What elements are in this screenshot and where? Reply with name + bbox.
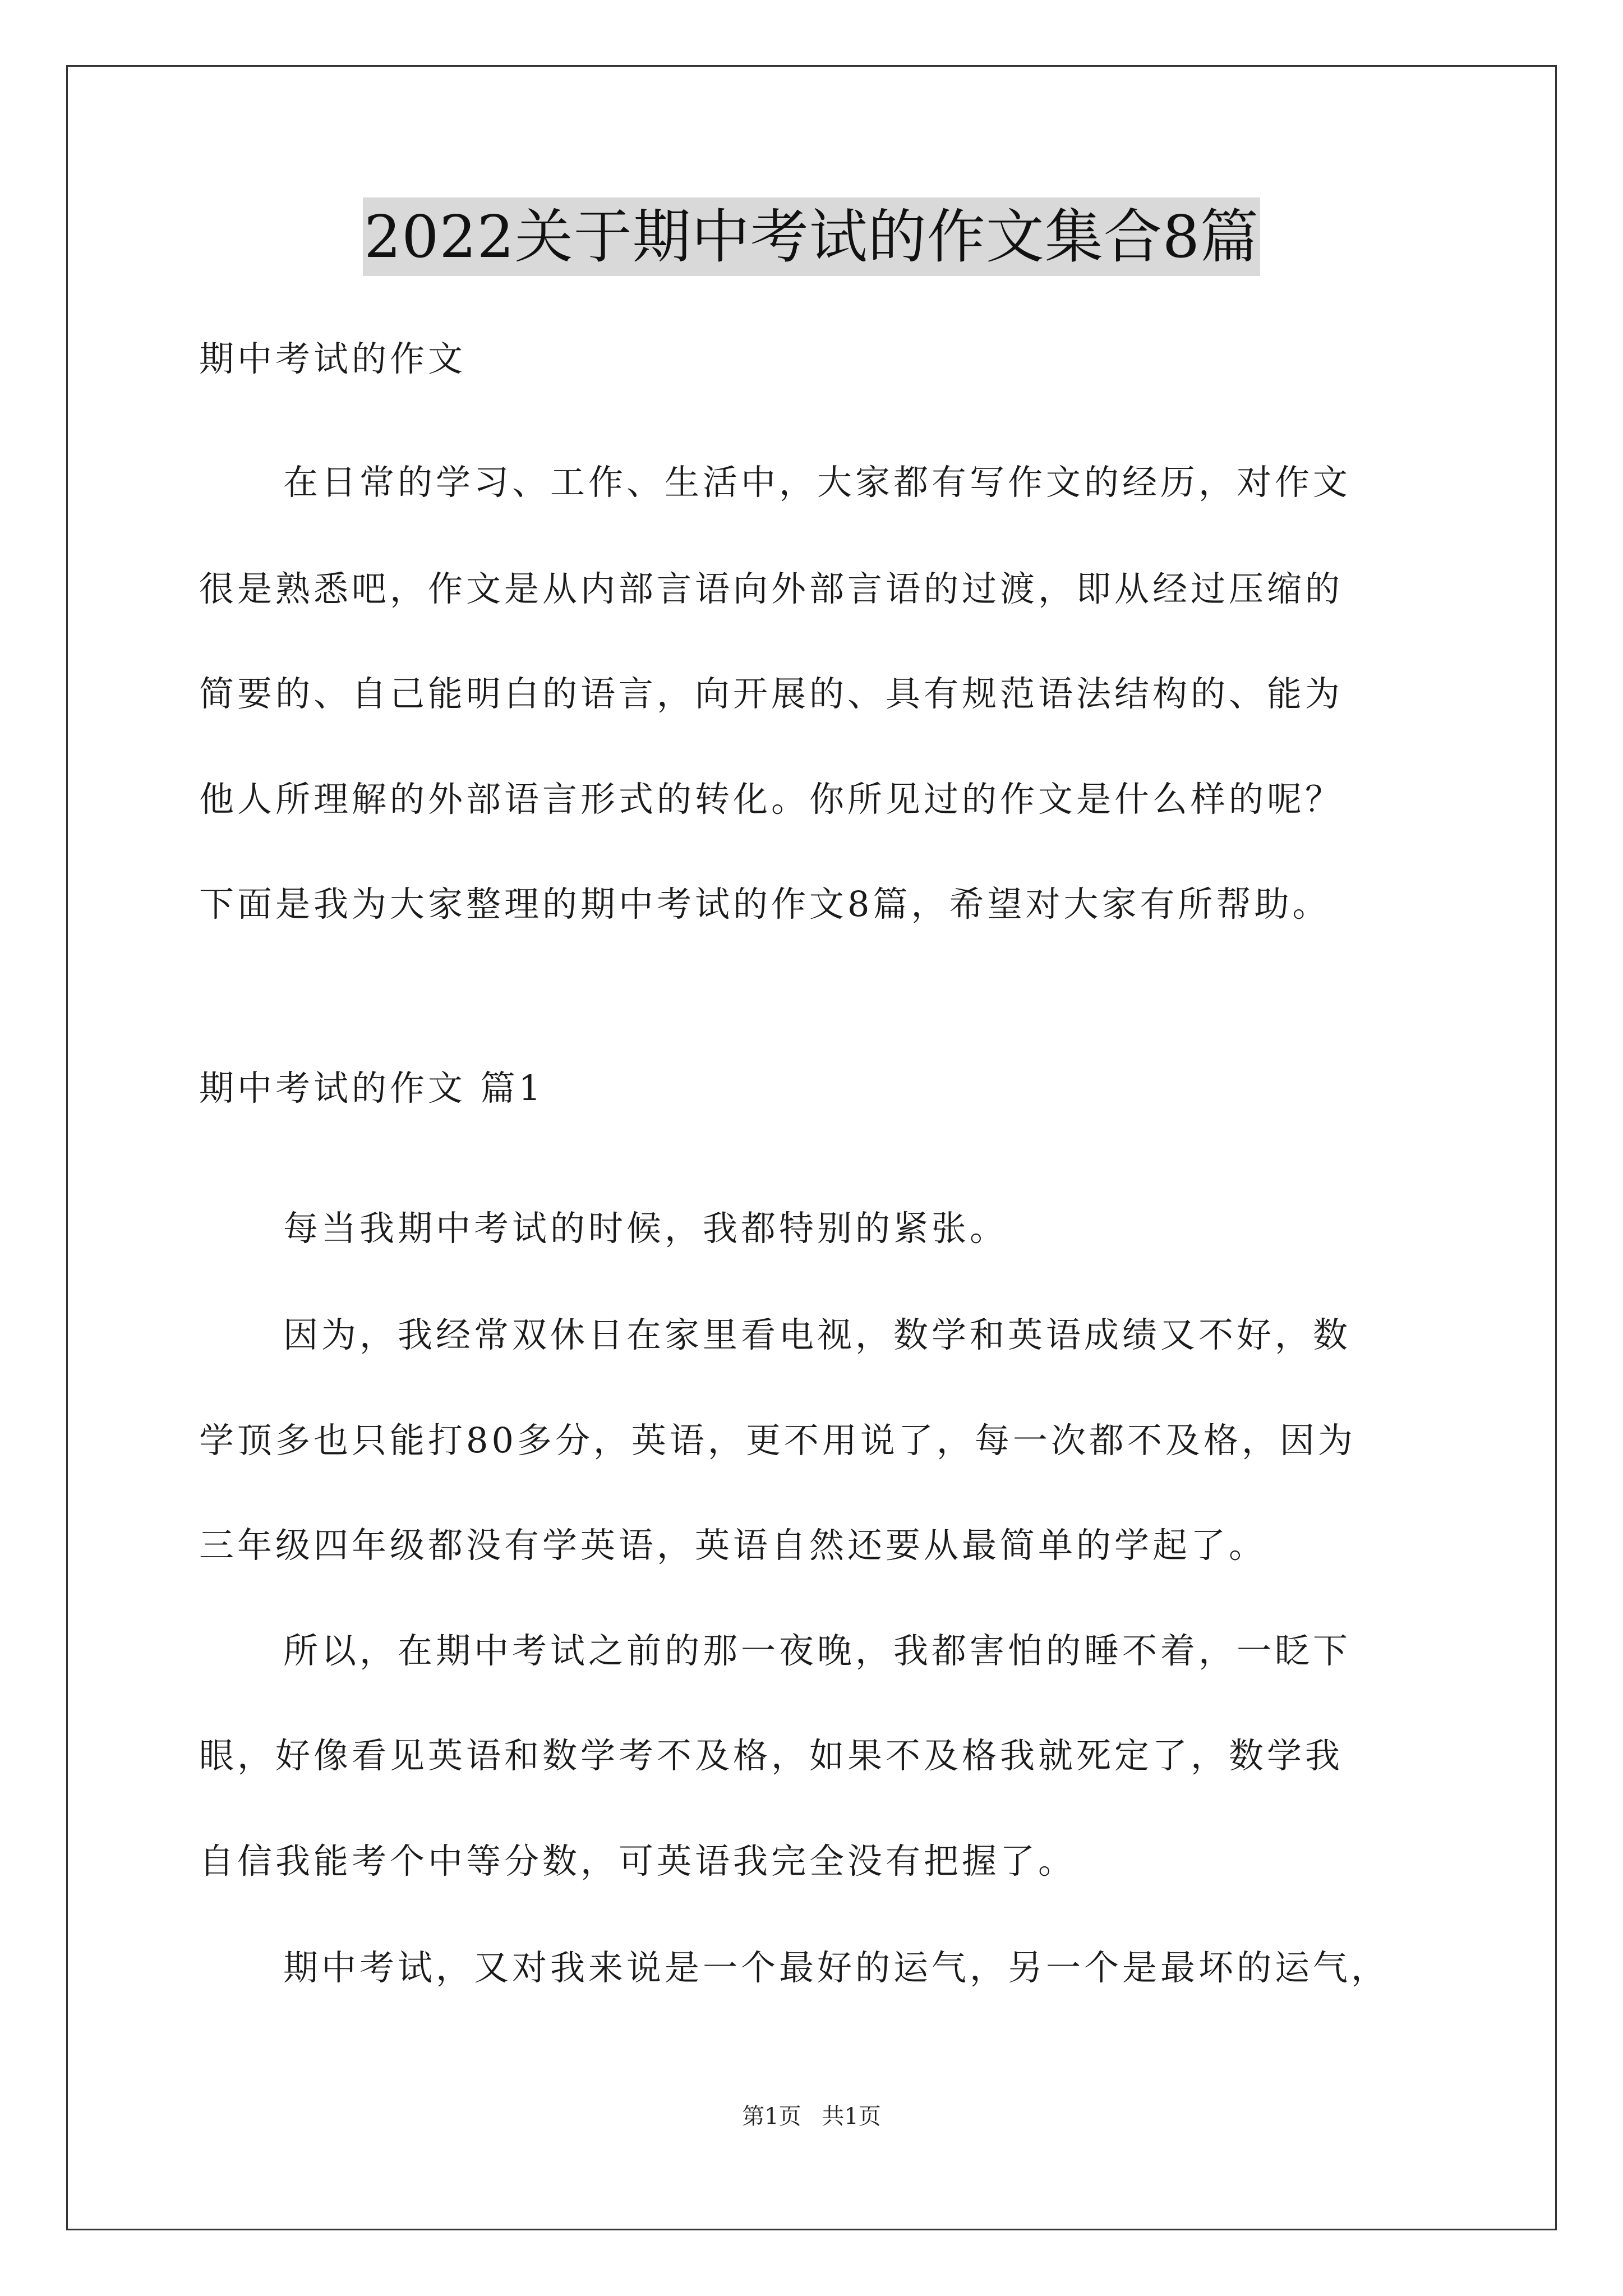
- paragraph-line: 期中考试，又对我来说是一个最好的运气，另一个是最坏的运气，: [283, 1947, 1390, 1988]
- paragraph-line: 在日常的学习、工作、生活中，大家都有写作文的经历，对作文: [283, 462, 1352, 503]
- title-block: [0, 197, 1623, 276]
- paragraph-line: 自信我能考个中等分数，可英语我完全没有把握了。: [199, 1841, 1077, 1881]
- section-heading: 期中考试的作文: [199, 338, 467, 379]
- document-title: 2022关于期中考试的作文集合8篇: [363, 197, 1260, 276]
- paragraph-line: 因为，我经常双休日在家里看电视，数学和英语成绩又不好，数: [283, 1314, 1352, 1355]
- paragraph-line: 下面是我为大家整理的期中考试的作文8篇，希望对大家有所帮助。: [199, 884, 1331, 924]
- paragraph-line: 学顶多也只能打80多分，英语，更不用说了，每一次都不及格，因为: [199, 1420, 1356, 1461]
- page-border: [66, 65, 1557, 2230]
- paragraph-line: 所以，在期中考试之前的那一夜晚，我都害怕的睡不着，一眨下: [283, 1630, 1352, 1671]
- section-heading: 期中考试的作文 篇1: [199, 1068, 545, 1108]
- page-total: 共1页: [822, 2104, 881, 2129]
- page-number: 第1页: [742, 2104, 801, 2129]
- paragraph-line: 眼，好像看见英语和数学考不及格，如果不及格我就死定了，数学我: [199, 1735, 1344, 1776]
- paragraph-line: 三年级四年级都没有学英语，英语自然还要从最简单的学起了。: [199, 1525, 1267, 1566]
- paragraph-line: 很是熟悉吧，作文是从内部言语向外部言语的过渡，即从经过压缩的: [199, 568, 1344, 609]
- page-footer: [0, 2101, 1623, 2132]
- paragraph-line: 简要的、自己能明白的语言，向开展的、具有规范语法结构的、能为: [199, 673, 1344, 714]
- paragraph-line: 每当我期中考试的时候，我都特别的紧张。: [283, 1208, 1008, 1249]
- paragraph-line: 他人所理解的外部语言形式的转化。你所见过的作文是什么样的呢？: [199, 779, 1344, 820]
